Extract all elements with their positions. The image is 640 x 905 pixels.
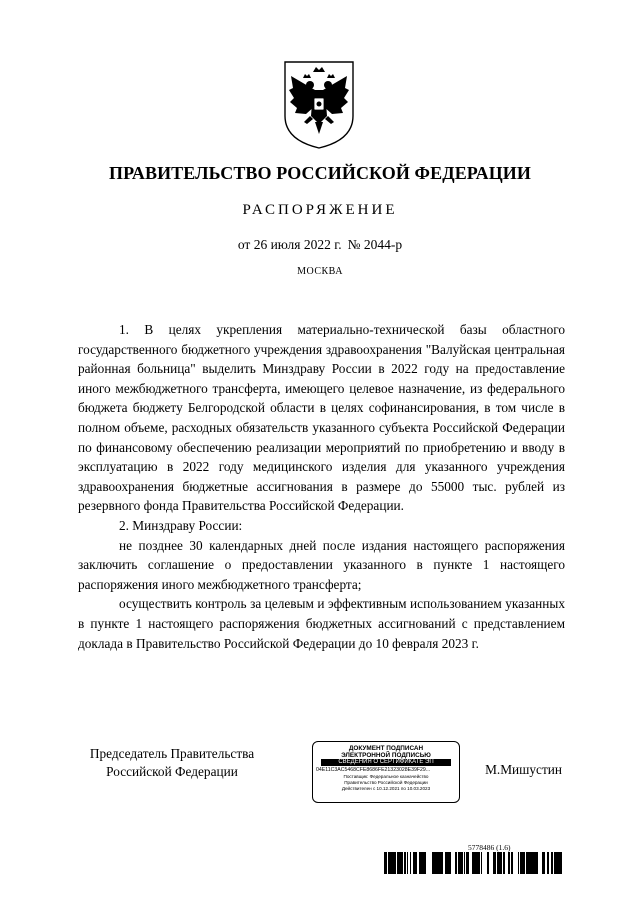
document-type: РАСПОРЯЖЕНИЕ (242, 202, 398, 218)
paragraph-1: 1. В целях укрепления материально-технической базы областного государственного бюджетного учреждения здравоохранения "Валуйская центральная районная больница" выделить Минздраву России в 2022 году на предоставление иного межбюджетного трансферта, имеющего целевое назначение, из федерального бюджета бюджету Белгородской области в целях софинансирования, в том числе в полном объеме, расходных обязательств указанного субъекта Российской Федерации по финансовому обеспечению реализации мероприятий по приобретению и вводу в эксплуатацию в 2022 году медицинского изделия для указанного учреждения здравоохранения бюджетные ассигнования в размере до 55000 тыс. рублей из резервного фонда Правительства Российской Федерации. (78, 322, 565, 514)
paragraph-3: не позднее 30 календарных дней после издания настоящего распоряжения заключить соглашение о предоставлении указанного в пункте 1 настоящего распоряжения иного межбюджетного трансферта; (78, 537, 565, 592)
stamp-line-2: ЭЛЕКТРОННОЙ ПОДПИСЬЮ (341, 752, 431, 759)
signatory-position-line-2: Российской Федерации (106, 764, 238, 779)
coat-of-arms-icon (282, 58, 356, 150)
document-code: 5778486 (1.6) (468, 843, 511, 852)
stamp-issuer-1: Поставщик: Федеральное казначейство (343, 774, 429, 779)
stamp-validity: Действителен с 10.12.2021 по 10.03.2023 (341, 786, 431, 791)
electronic-signature-stamp (312, 741, 460, 803)
document-number: № 2044-р (347, 237, 403, 252)
document-date: от 26 июля 2022 г. (237, 237, 342, 252)
signatory-position-line-1: Председатель Правительства (89, 746, 255, 761)
document-city: МОСКВА (297, 266, 343, 277)
stamp-certificate-hash: 04E11C3AC5468CFE8686FE21323028E39F29... (316, 767, 431, 773)
paragraph-2: 2. Минздраву России: (119, 517, 243, 533)
signatory-position (72, 745, 272, 781)
document-body (78, 320, 565, 653)
document-date-number (0, 237, 640, 253)
barcode-icon (384, 852, 562, 874)
stamp-line-1: ДОКУМЕНТ ПОДПИСАН (348, 745, 424, 752)
signer-name: М.Мишустин (485, 762, 562, 777)
paragraph-4: осуществить контроль за целевым и эффективным использованием указанных в пункте 1 настоящего распоряжения бюджетных ассигнований с представлением доклада в Правительство Российской Федерации до 10 февраля 2023 г. (78, 596, 565, 651)
government-title: ПРАВИТЕЛЬСТВО РОССИЙСКОЙ ФЕДЕРАЦИИ (108, 163, 531, 183)
stamp-banner: СВЕДЕНИЯ О СЕРТИФИКАТЕ ЭП (321, 759, 451, 766)
stamp-issuer-2: Правительство Российской Федерации (344, 780, 428, 785)
